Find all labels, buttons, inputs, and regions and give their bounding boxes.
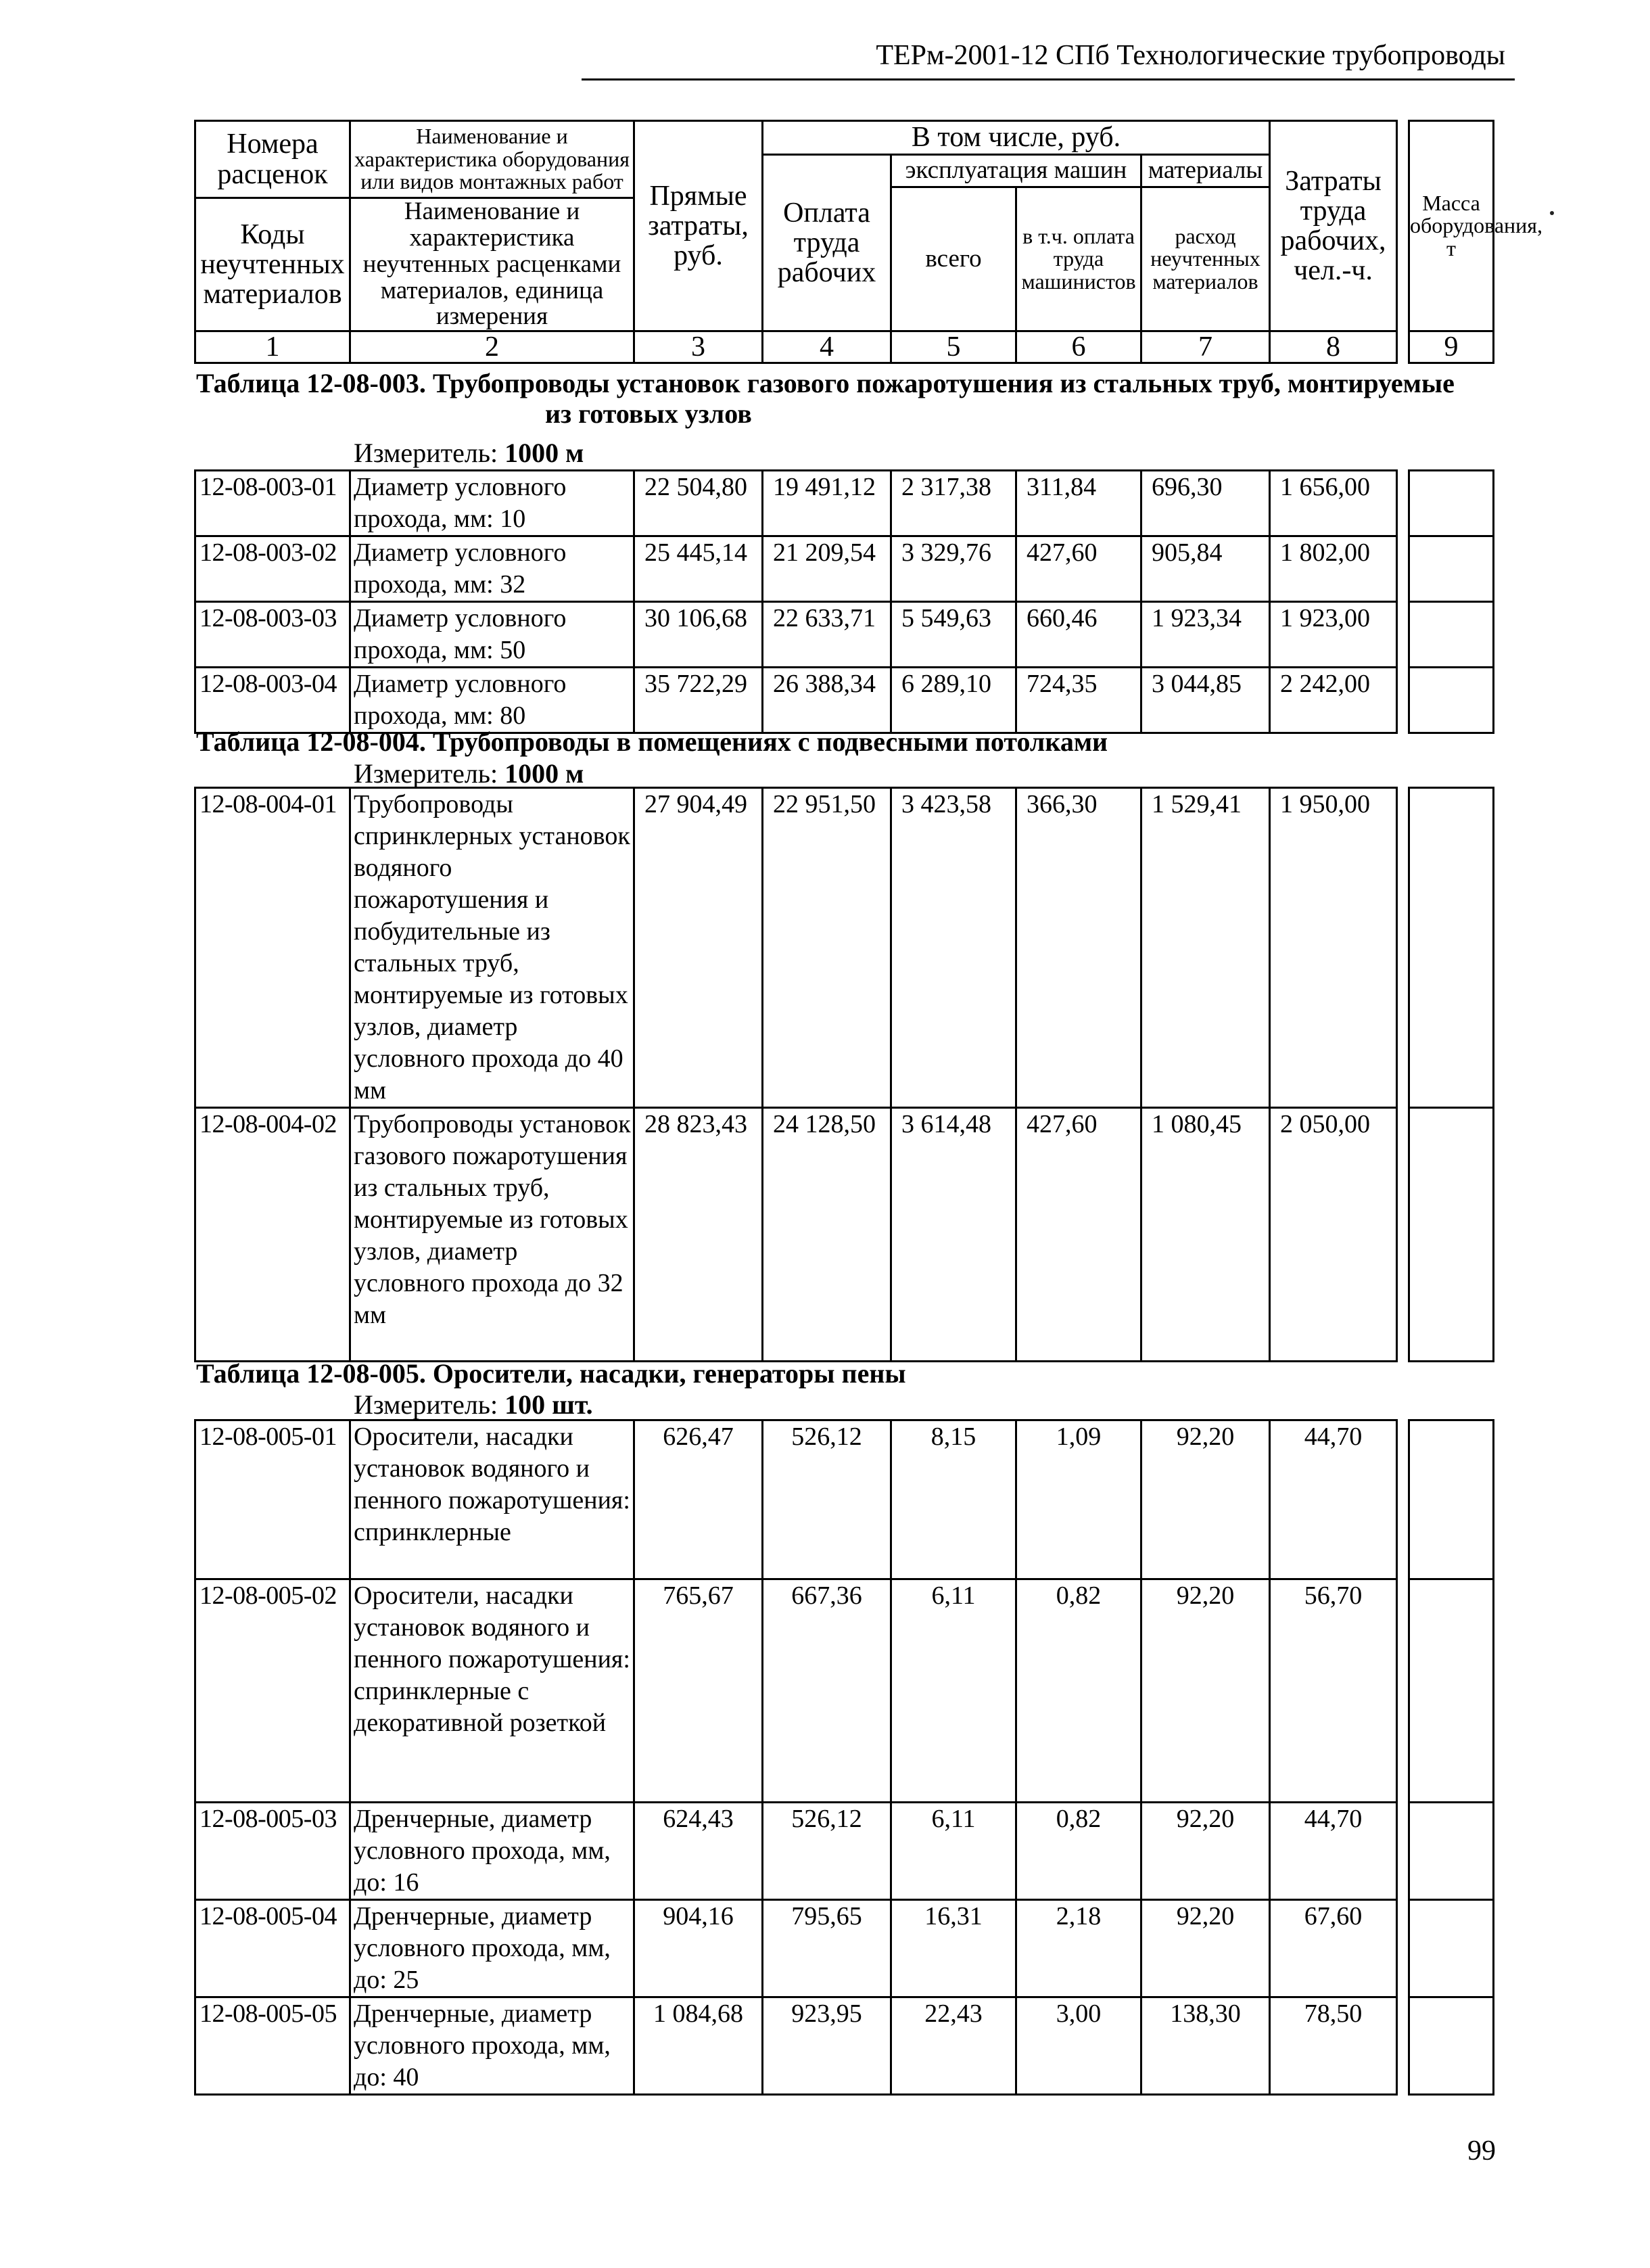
row-direct-costs: 624,43 — [634, 1803, 763, 1900]
header-number-4: 4 — [763, 331, 891, 363]
table-005 — [194, 1419, 1494, 2096]
row-labor-hours: 2 242,00 — [1270, 668, 1397, 733]
row-gap — [1397, 788, 1409, 1108]
row-machinist-pay: 311,84 — [1016, 471, 1141, 536]
row-direct-costs: 765,67 — [634, 1579, 763, 1803]
row-materials: 1 080,45 — [1141, 1108, 1270, 1362]
row-labor-hours: 1 802,00 — [1270, 536, 1397, 602]
row-materials: 138,30 — [1141, 1997, 1270, 2095]
row-machines-total: 6,11 — [891, 1803, 1016, 1900]
row-code: 12-08-004-02 — [195, 1108, 350, 1362]
row-machinist-pay: 0,82 — [1016, 1803, 1141, 1900]
row-description: Диаметр условного прохода, мм: 50 — [350, 602, 634, 668]
header-description-top: Наименование и характеристика оборудования или видов монтажных работ — [350, 121, 634, 198]
row-machinist-pay: 366,30 — [1016, 788, 1141, 1108]
row-gap — [1397, 1108, 1409, 1362]
header-machines: эксплуатация машин — [891, 155, 1141, 187]
row-machines-total: 6,11 — [891, 1579, 1016, 1803]
table-row — [195, 536, 1494, 602]
row-labor-hours: 1 923,00 — [1270, 602, 1397, 668]
row-mass — [1409, 1420, 1494, 1579]
row-direct-costs: 1 084,68 — [634, 1997, 763, 2095]
row-direct-costs: 626,47 — [634, 1420, 763, 1579]
row-labor-hours: 56,70 — [1270, 1579, 1397, 1803]
row-mass — [1409, 1579, 1494, 1803]
table-004 — [194, 787, 1494, 1362]
row-materials: 905,84 — [1141, 536, 1270, 602]
row-worker-pay: 21 209,54 — [763, 536, 891, 602]
row-code: 12-08-005-05 — [195, 1997, 350, 2095]
table-003-measure — [354, 437, 584, 469]
row-machines-total: 5 549,63 — [891, 602, 1016, 668]
row-direct-costs: 25 445,14 — [634, 536, 763, 602]
row-labor-hours: 44,70 — [1270, 1803, 1397, 1900]
row-gap — [1397, 1579, 1409, 1803]
table-row — [195, 1997, 1494, 2095]
header-number-gap — [1397, 331, 1409, 363]
row-materials: 3 044,85 — [1141, 668, 1270, 733]
row-gap — [1397, 1803, 1409, 1900]
table-003 — [194, 469, 1494, 734]
row-description: Дренчерные, диаметр условного прохода, мм, до: 40 — [350, 1997, 634, 2095]
row-machinist-pay: 427,60 — [1016, 536, 1141, 602]
row-machines-total: 3 423,58 — [891, 788, 1016, 1108]
header-number-8: 8 — [1270, 331, 1397, 363]
row-machines-total: 16,31 — [891, 1900, 1016, 1997]
row-mass — [1409, 788, 1494, 1108]
header-rule — [582, 78, 1515, 80]
table-row — [195, 602, 1494, 668]
header-direct-costs: Прямые затраты, руб. — [634, 121, 763, 331]
row-direct-costs: 35 722,29 — [634, 668, 763, 733]
row-materials: 92,20 — [1141, 1900, 1270, 1997]
row-machinist-pay: 2,18 — [1016, 1900, 1141, 1997]
header-codes-top: Номера расценок — [195, 121, 350, 198]
table-row — [195, 471, 1494, 536]
row-mass — [1409, 1108, 1494, 1362]
row-code: 12-08-004-01 — [195, 788, 350, 1108]
row-description: Дренчерные, диаметр условного прохода, мм, до: 16 — [350, 1803, 634, 1900]
row-mass — [1409, 602, 1494, 668]
row-code: 12-08-003-03 — [195, 602, 350, 668]
row-gap — [1397, 471, 1409, 536]
row-mass — [1409, 1997, 1494, 2095]
running-header: ТЕРм-2001-12 СПб Технологические трубопроводы — [876, 40, 1505, 71]
measure-label: Измеритель: — [354, 1389, 498, 1420]
table-003-title-line2: из готовых узлов — [545, 398, 752, 429]
header-number-2: 2 — [350, 331, 634, 363]
row-machinist-pay: 427,60 — [1016, 1108, 1141, 1362]
row-code: 12-08-005-03 — [195, 1803, 350, 1900]
row-code: 12-08-005-01 — [195, 1420, 350, 1579]
row-machines-total: 2 317,38 — [891, 471, 1016, 536]
row-labor-hours: 1 656,00 — [1270, 471, 1397, 536]
row-code: 12-08-003-01 — [195, 471, 350, 536]
row-description: Диаметр условного прохода, мм: 32 — [350, 536, 634, 602]
row-code: 12-08-005-04 — [195, 1900, 350, 1997]
header-number-5: 5 — [891, 331, 1016, 363]
header-description-bottom: Наименование и характеристика неучтенных расценками материалов, единица измерения — [350, 198, 634, 331]
header-machinist-pay: в т.ч. оплата труда машинистов — [1016, 187, 1141, 331]
header-materials: материалы — [1141, 155, 1270, 187]
header-equipment-mass: Масса оборудования, т — [1409, 121, 1494, 331]
row-worker-pay: 526,12 — [763, 1803, 891, 1900]
row-materials: 92,20 — [1141, 1420, 1270, 1579]
row-code: 12-08-005-02 — [195, 1579, 350, 1803]
table-row — [195, 1900, 1494, 1997]
header-number-9: 9 — [1409, 331, 1494, 363]
row-mass — [1409, 668, 1494, 733]
row-direct-costs: 30 106,68 — [634, 602, 763, 668]
row-machines-total: 22,43 — [891, 1997, 1016, 2095]
row-direct-costs: 904,16 — [634, 1900, 763, 1997]
header-machines-total: всего — [891, 187, 1016, 331]
row-labor-hours: 44,70 — [1270, 1420, 1397, 1579]
table-row — [195, 668, 1494, 733]
header-unaccounted-materials: расход неучтенных материалов — [1141, 187, 1270, 331]
row-machinist-pay: 1,09 — [1016, 1420, 1141, 1579]
row-gap — [1397, 1900, 1409, 1997]
row-materials: 92,20 — [1141, 1803, 1270, 1900]
measure-label: Измеритель: — [354, 438, 498, 468]
measure-value: 100 шт. — [504, 1389, 593, 1420]
row-worker-pay: 22 633,71 — [763, 602, 891, 668]
table-003-title-line1: Таблица 12-08-003. Трубопроводы установок газового пожаротушения из стальных труб, монтируемые — [196, 368, 1455, 398]
row-code: 12-08-003-02 — [195, 536, 350, 602]
row-machinist-pay: 660,46 — [1016, 602, 1141, 668]
row-labor-hours: 78,50 — [1270, 1997, 1397, 2095]
row-worker-pay: 24 128,50 — [763, 1108, 891, 1362]
row-labor-hours: 67,60 — [1270, 1900, 1397, 1997]
header-number-7: 7 — [1141, 331, 1270, 363]
row-mass — [1409, 471, 1494, 536]
row-gap — [1397, 536, 1409, 602]
column-header-table — [194, 120, 1542, 364]
header-number-1: 1 — [195, 331, 350, 363]
row-worker-pay: 26 388,34 — [763, 668, 891, 733]
table-005-measure — [354, 1389, 593, 1420]
row-worker-pay: 19 491,12 — [763, 471, 891, 536]
row-labor-hours: 2 050,00 — [1270, 1108, 1397, 1362]
margin-dot — [1550, 211, 1554, 215]
row-gap — [1397, 668, 1409, 733]
page-number: 99 — [1467, 2135, 1496, 2167]
measure-label: Измеритель: — [354, 758, 498, 789]
row-labor-hours: 1 950,00 — [1270, 788, 1397, 1108]
row-worker-pay: 795,65 — [763, 1900, 891, 1997]
row-worker-pay: 526,12 — [763, 1420, 891, 1579]
row-materials: 1 529,41 — [1141, 788, 1270, 1108]
row-description: Трубопроводы спринклерных установок водяного пожаротушения и побудительные из стальных труб, монтируемые из готовых узлов, диаметр условного прохода до 40 мм — [350, 788, 634, 1108]
row-description: Дренчерные, диаметр условного прохода, мм, до: 25 — [350, 1900, 634, 1997]
row-worker-pay: 923,95 — [763, 1997, 891, 2095]
row-description: Диаметр условного прохода, мм: 10 — [350, 471, 634, 536]
row-mass — [1409, 1803, 1494, 1900]
row-direct-costs: 27 904,49 — [634, 788, 763, 1108]
row-materials: 1 923,34 — [1141, 602, 1270, 668]
table-004-measure — [354, 758, 584, 789]
header-gap — [1397, 121, 1409, 331]
table-row — [195, 788, 1494, 1108]
row-description: Оросители, насадки установок водяного и пенного пожаротушения: спринклерные с декоративной розеткой — [350, 1579, 634, 1803]
table-005-title: Таблица 12-08-005. Оросители, насадки, генераторы пены — [196, 1358, 906, 1389]
row-description: Оросители, насадки установок водяного и пенного пожаротушения: спринклерные — [350, 1420, 634, 1579]
row-mass — [1409, 1900, 1494, 1997]
row-description: Трубопроводы установок газового пожаротушения из стальных труб, монтируемые из готовых узлов, диаметр условного прохода до 32 мм — [350, 1108, 634, 1362]
table-004-title: Таблица 12-08-004. Трубопроводы в помещениях с подвесными потолками — [196, 726, 1108, 757]
table-row — [195, 1108, 1494, 1362]
row-machines-total: 3 329,76 — [891, 536, 1016, 602]
header-number-3: 3 — [634, 331, 763, 363]
header-worker-pay: Оплата труда рабочих — [763, 155, 891, 331]
row-worker-pay: 667,36 — [763, 1579, 891, 1803]
row-direct-costs: 28 823,43 — [634, 1108, 763, 1362]
table-row — [195, 1579, 1494, 1803]
row-description: Диаметр условного прохода, мм: 80 — [350, 668, 634, 733]
row-materials: 92,20 — [1141, 1579, 1270, 1803]
row-gap — [1397, 602, 1409, 668]
row-code: 12-08-003-04 — [195, 668, 350, 733]
table-row — [195, 1420, 1494, 1579]
row-direct-costs: 22 504,80 — [634, 471, 763, 536]
table-row — [195, 1803, 1494, 1900]
row-machines-total: 6 289,10 — [891, 668, 1016, 733]
header-including: В том числе, руб. — [763, 121, 1270, 155]
header-codes-bottom: Коды неучтенных материалов — [195, 198, 350, 331]
row-materials: 696,30 — [1141, 471, 1270, 536]
row-machinist-pay: 3,00 — [1016, 1997, 1141, 2095]
header-labor-hours: Затраты труда рабочих, чел.-ч. — [1270, 121, 1397, 331]
measure-value: 1000 м — [504, 758, 584, 789]
row-machinist-pay: 0,82 — [1016, 1579, 1141, 1803]
row-gap — [1397, 1997, 1409, 2095]
row-mass — [1409, 536, 1494, 602]
header-number-6: 6 — [1016, 331, 1141, 363]
measure-value: 1000 м — [504, 438, 584, 468]
row-machinist-pay: 724,35 — [1016, 668, 1141, 733]
row-machines-total: 8,15 — [891, 1420, 1016, 1579]
row-worker-pay: 22 951,50 — [763, 788, 891, 1108]
row-gap — [1397, 1420, 1409, 1579]
row-machines-total: 3 614,48 — [891, 1108, 1016, 1362]
